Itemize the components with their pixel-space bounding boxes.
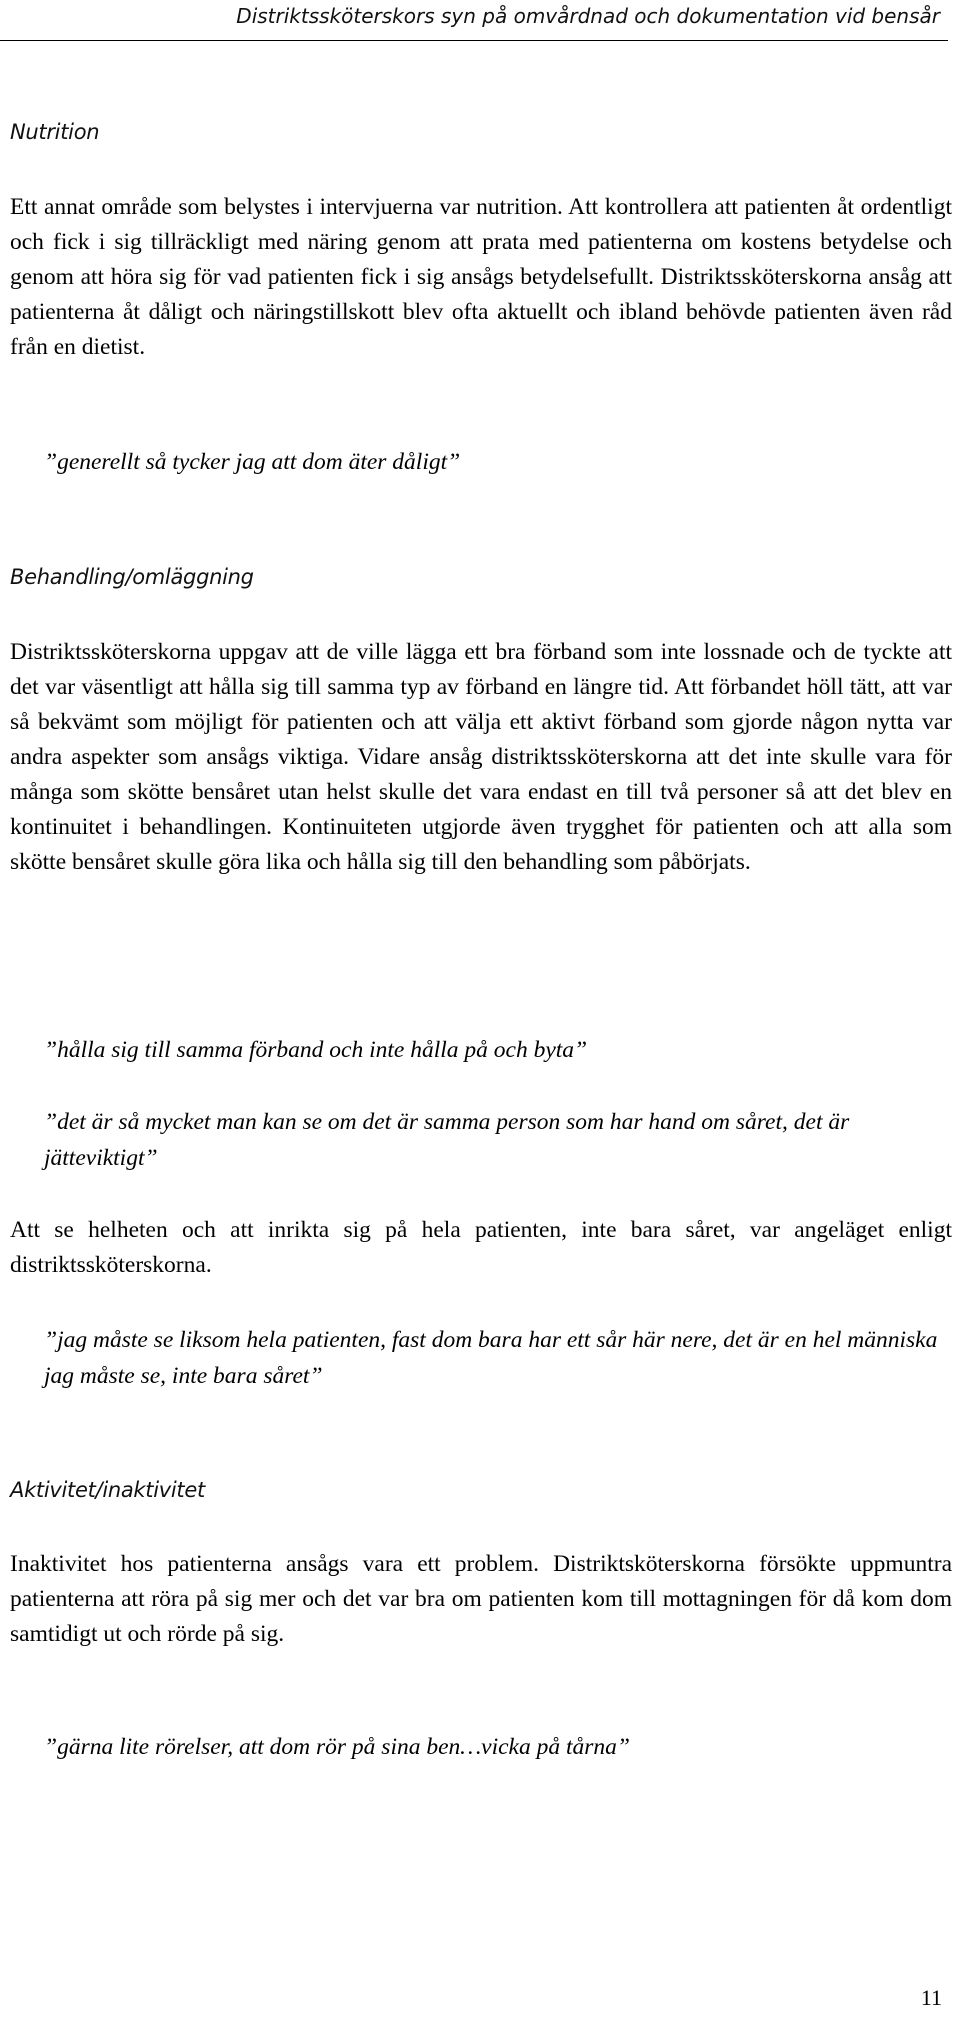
paragraph-behandling-2: Att se helheten och att inrikta sig på hela patienten, inte bara såret, var angeläget enligt distriktssköterskorna. bbox=[10, 1217, 952, 1278]
quote-behandling-2: ”det är så mycket man kan se om det är samma person som har hand om såret, det är jätteviktigt” bbox=[44, 1109, 850, 1171]
section-heading-nutrition: Nutrition bbox=[10, 120, 100, 144]
page-number: 11 bbox=[920, 1985, 942, 2010]
paragraph-nutrition: Ett annat område som belystes i intervjuerna var nutrition. Att kontrollera att patienten åt ordentligt och fick i sig tillräckligt med näring genom att prata med patienterna om kostens betydelse och genom att höra sig för vad patienten fick i sig ansågs betydelsefullt. Distriktssköterskorna ansåg att patienterna åt dåligt och näringstillskott blev ofta aktuellt och ibland behövde patienten även råd från en dietist. bbox=[10, 194, 952, 360]
running-header: Distriktssköterskors syn på omvårdnad och dokumentation vid bensår bbox=[236, 4, 940, 28]
quote-nutrition: ”generellt så tycker jag att dom äter dåligt” bbox=[44, 449, 461, 475]
header-rule bbox=[0, 40, 948, 41]
quote-behandling-3: ”jag måste se liksom hela patienten, fast dom bara har ett sår här nere, det är en hel människa jag måste se, inte bara såret” bbox=[44, 1327, 938, 1389]
section-heading-aktivitet: Aktivitet/inaktivitet bbox=[10, 1478, 205, 1502]
paragraph-behandling: Distriktssköterskorna uppgav att de ville lägga ett bra förband som inte lossnade och de tyckte att det var väsentligt att hålla sig till samma typ av förband en längre tid. Att förbandet höll tätt, att var så bekvämt som möjligt för patienten och att välja ett aktivt förband som gjorde någon nytta var andra aspekter som ansågs viktiga. Vidare ansåg distriktssköterskorna att det inte skulle vara för många som skötte bensåret utan helst skulle det vara endast en till två personer så att det blev en kontinuitet i behandlingen. Kontinuiteten utgjorde även trygghet för patienten och att alla som skötte bensåret skulle göra lika och hålla sig till den behandling som påbörjats. bbox=[10, 639, 952, 875]
section-heading-behandling: Behandling/omläggning bbox=[10, 565, 254, 589]
quote-behandling-1: ”hålla sig till samma förband och inte hålla på och byta” bbox=[44, 1037, 588, 1063]
paragraph-aktivitet: Inaktivitet hos patienterna ansågs vara ett problem. Distriktsköterskorna försökte uppmuntra patienterna att röra på sig mer och det var bra om patienten kom till mottagningen för då kom dom samtidigt ut och rörde på sig. bbox=[10, 1551, 952, 1647]
quote-aktivitet: ”gärna lite rörelser, att dom rör på sina ben…vicka på tårna” bbox=[44, 1734, 630, 1760]
